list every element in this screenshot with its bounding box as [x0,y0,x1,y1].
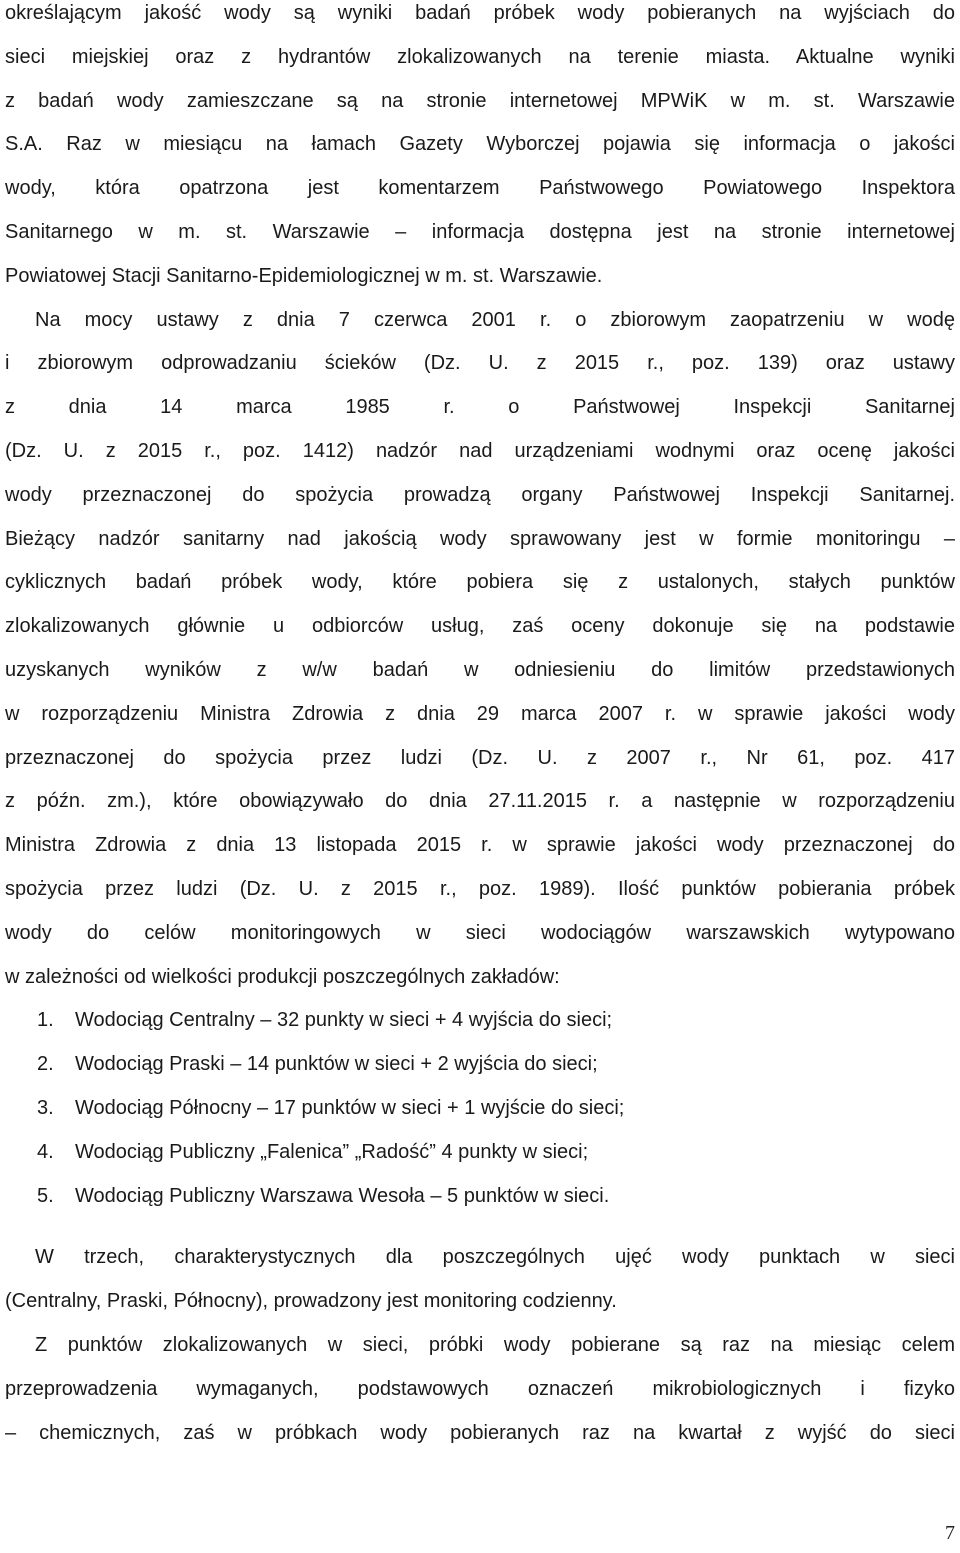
text-line: uzyskanych wyników z w/w badań w odniesieniu do limitów przedstawionych [5,658,955,681]
list-number: 1. [37,1009,54,1032]
page-number: 7 [945,1522,955,1544]
text-line: sieci miejskiej oraz z hydrantów zlokalizowanych na terenie miasta. Aktualne wyniki [5,45,955,68]
list-number: 5. [37,1184,54,1207]
list-item [5,1184,955,1228]
paragraph-4 [5,1333,955,1464]
water-supply-list [5,1008,955,1227]
text-line: z dnia 14 marca 1985 r. o Państwowej Inspekcji Sanitarnej [5,396,955,419]
text-line: przeznaczonej do spożycia przez ludzi (Dz. U. z 2007 r., Nr 61, poz. 417 [5,746,955,769]
list-text: Wodociąg Centralny – 32 punkty w sieci + 4 wyjścia do sieci; [75,1009,613,1032]
list-text: Wodociąg Publiczny „Falenica” „Radość” 4 punkty w sieci; [75,1140,589,1163]
text-line: wody przeznaczonej do spożycia prowadzą organy Państwowej Inspekcji Sanitarnej. [5,483,955,506]
list-text: Wodociąg Publiczny Warszawa Wesoła – 5 punktów w sieci. [75,1184,610,1207]
list-item [5,1140,955,1184]
list-text: Wodociąg Północny – 17 punktów w sieci + 1 wyjście do sieci; [75,1096,625,1119]
list-number: 3. [37,1096,54,1119]
list-number: 4. [37,1140,54,1163]
text-line: wody, która opatrzona jest komentarzem Państwowego Powiatowego Inspektora [5,177,955,200]
list-text: Wodociąg Praski – 14 punktów w sieci + 2 wyjścia do sieci; [75,1053,598,1076]
text-line: zlokalizowanych głównie u odbiorców usług, zaś oceny dokonuje się na podstawie [5,615,955,638]
text-line: cyklicznych badań próbek wody, które pobiera się z ustalonych, stałych punktów [5,571,955,594]
text-line: w rozporządzeniu Ministra Zdrowia z dnia 29 marca 2007 r. w sprawie jakości wody [5,702,955,725]
paragraph-3 [5,1245,955,1333]
text-line: W trzech, charakterystycznych dla poszczególnych ujęć wody punktach w sieci [35,1246,955,1269]
text-line: określającym jakość wody są wyniki badań próbek wody pobieranych na wyjściach do [5,2,955,24]
text-line: S.A. Raz w miesiącu na łamach Gazety Wyborczej pojawia się informacja o jakości [5,133,955,156]
list-item [5,1096,955,1140]
text-line: z późn. zm.), które obowiązywało do dnia 27.11.2015 r. a następnie w rozporządzeniu [5,790,955,813]
text-line: i zbiorowym odprowadzaniu ścieków (Dz. U. z 2015 r., poz. 139) oraz ustawy [5,352,955,375]
text-line: przeprowadzenia wymaganych, podstawowych oznaczeń mikrobiologicznych i fizyko [5,1377,955,1400]
text-line: Bieżący nadzór sanitarny nad jakością wody sprawowany jest w formie monitoringu – [5,527,955,550]
text-line: (Dz. U. z 2015 r., poz. 1412) nadzór nad urządzeniami wodnymi oraz ocenę jakości [5,439,955,462]
text-line: (Centralny, Praski, Północny), prowadzony jest monitoring codzienny. [5,1290,617,1313]
paragraph-1 [5,0,955,308]
text-line: – chemicznych, zaś w próbkach wody pobieranych raz na kwartał z wyjść do sieci [5,1421,955,1444]
list-item [5,1008,955,1052]
text-line: Z punktów zlokalizowanych w sieci, próbki wody pobierane są raz na miesiąc celem [35,1333,955,1356]
list-number: 2. [37,1053,54,1076]
paragraph-2 [5,308,955,1009]
text-line: Ministra Zdrowia z dnia 13 listopada 2015 r. w sprawie jakości wody przeznaczonej do [5,834,955,857]
text-line: spożycia przez ludzi (Dz. U. z 2015 r., poz. 1989). Ilość punktów pobierania próbek [5,877,955,900]
list-item [5,1052,955,1096]
text-line: wody do celów monitoringowych w sieci wodociągów warszawskich wytypowano [5,921,955,944]
spacer [5,1227,955,1245]
text-line: Powiatowej Stacji Sanitarno-Epidemiologicznej w m. st. Warszawie. [5,264,603,287]
text-line: Sanitarnego w m. st. Warszawie – informacja dostępna jest na stronie internetowej [5,220,955,243]
text-line: w zależności od wielkości produkcji poszczególnych zakładów: [5,965,560,988]
text-line: z badań wody zamieszczane są na stronie internetowej MPWiK w m. st. Warszawie [5,89,955,112]
text-line: Na mocy ustawy z dnia 7 czerwca 2001 r. o zbiorowym zaopatrzeniu w wodę [35,308,955,331]
document-page [5,0,955,1464]
